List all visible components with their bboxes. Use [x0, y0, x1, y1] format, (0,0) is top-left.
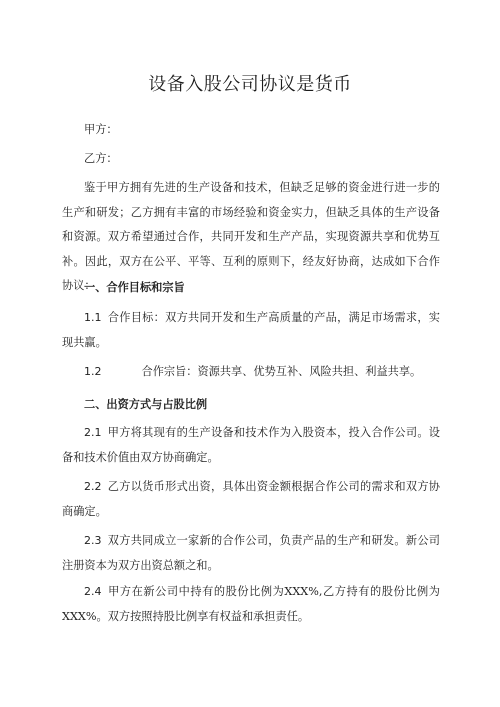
section-1-heading: 一、合作目标和宗旨	[84, 281, 185, 294]
party-b-line	[62, 147, 440, 172]
clause-text: 甲方在新公司中持有的股份比例为XXX%,乙方持有的股份比例为XXX%。双方按照持股比例享有权益和承担责任。	[62, 585, 440, 623]
clause-number: 1.2	[84, 365, 102, 378]
preamble-paragraph: 鉴于甲方拥有先进的生产设备和技术，但缺乏足够的资金进行进一步的生产和研发；乙方拥有丰富的市场经验和资金实力，但缺乏具体的生产设备和资源。双方希望通过合作，共同开发和生产产品，实现资源共享和优势互补。因此，双方在公平、平等、互利的原则下，经友好协商，达成如下合作协议：	[62, 181, 440, 292]
party-b-label: 乙方：	[84, 152, 118, 165]
clause-text: 乙方以货币形式出资，具体出资金额根据合作公司的需求和双方协商确定。	[62, 480, 440, 518]
clause-text: 甲方将其现有的生产设备和技术作为入股资本，投入合作公司。设备和技术价值由双方协商确定。	[62, 426, 440, 464]
clause-number: 2.4	[84, 585, 102, 598]
clause-number: 1.1	[84, 311, 102, 324]
clause-2-1	[62, 421, 440, 470]
clause-text: 合作宗旨：资源共享、优势互补、风险共担、利益共享。	[141, 365, 422, 378]
clause-2-3	[62, 529, 440, 578]
clause-1-1	[62, 306, 440, 355]
clause-2-4	[62, 580, 440, 629]
party-a-line	[62, 118, 440, 143]
section-2-heading: 二、出资方式与占股比例	[84, 398, 208, 411]
clause-number: 2.2	[84, 480, 102, 493]
clause-text: 合作目标：双方共同开发和生产高质量的产品，满足市场需求，实现共赢。	[62, 311, 440, 349]
clause-number: 2.1	[84, 426, 102, 439]
document-title: 设备入股公司协议是货币	[148, 74, 352, 95]
clause-text: 双方共同成立一家新的合作公司，负责产品的生产和研发。新公司注册资本为双方出资总额之和。	[62, 534, 440, 572]
clause-1-2	[62, 360, 440, 385]
clause-2-2	[62, 475, 440, 524]
clause-number: 2.3	[84, 534, 102, 547]
party-a-label: 甲方：	[84, 123, 118, 136]
